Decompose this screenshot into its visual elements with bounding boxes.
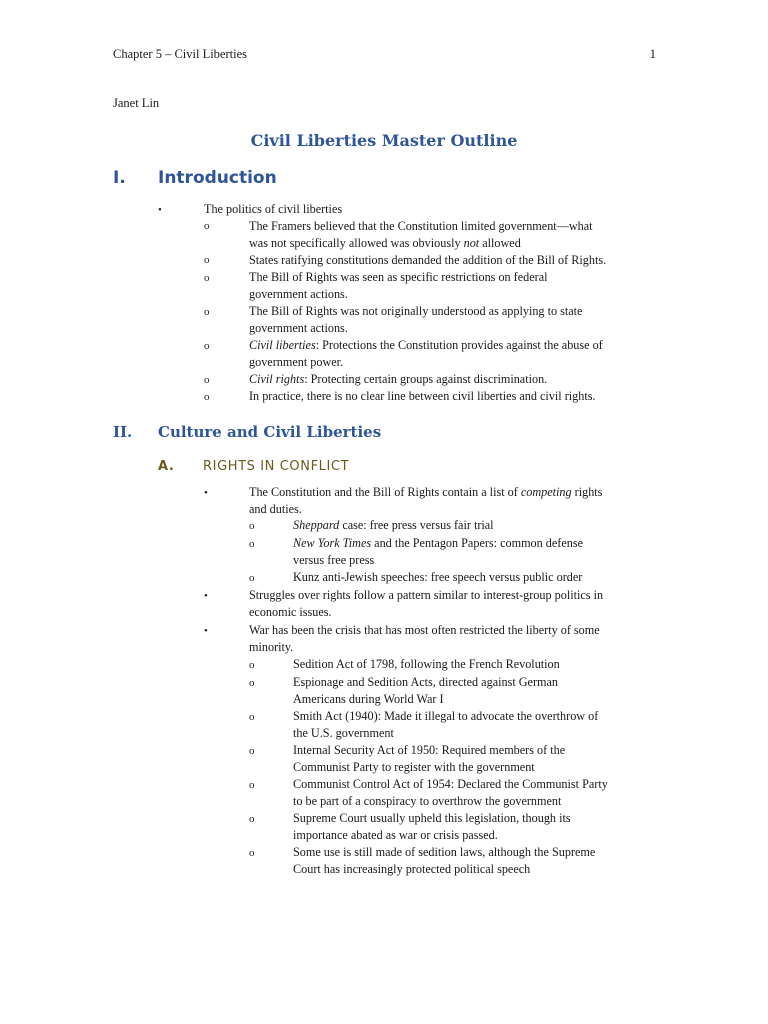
list-item-continued: government power.: [249, 355, 344, 369]
list-item-continued: and duties.: [249, 502, 302, 516]
sub-bullet-marker: o: [249, 572, 255, 584]
sub-bullet-marker: o: [204, 254, 210, 266]
list-item: War has been the crisis that has most often restricted the liberty of some: [249, 623, 600, 637]
sub-bullet-marker: o: [204, 391, 210, 403]
list-item: The politics of civil liberties: [204, 202, 343, 216]
list-item: Smith Act (1940): Made it illegal to advocate the overthrow of: [293, 709, 599, 723]
list-item: Struggles over rights follow a pattern similar to interest-group politics in: [249, 588, 604, 602]
sub-bullet-marker: o: [204, 374, 210, 386]
subsection-title: RIGHTS IN CONFLICT: [203, 459, 350, 474]
list-item-continued: to be part of a conspiracy to overthrow the government: [293, 794, 562, 808]
list-item-continued: government actions.: [249, 321, 348, 335]
list-item: Civil liberties: Protections the Constitution provides against the abuse of: [249, 338, 603, 352]
section-numeral: I.: [113, 168, 126, 188]
list-item: Some use is still made of sedition laws, although the Supreme: [293, 845, 596, 859]
list-item-continued: was not specifically allowed was obviously not allowed: [249, 236, 521, 250]
list-item: Communist Control Act of 1954: Declared the Communist Party: [293, 777, 608, 791]
list-item: The Bill of Rights was not originally understood as applying to state: [249, 304, 583, 318]
list-item: Civil rights: Protecting certain groups against discrimination.: [249, 372, 548, 386]
list-item-continued: government actions.: [249, 287, 348, 301]
list-item: Kunz anti-Jewish speeches: free speech versus public order: [293, 570, 583, 584]
list-item-continued: Americans during World War I: [293, 692, 444, 706]
section-heading-introduction: [113, 170, 277, 187]
section-title: Culture and Civil Liberties: [158, 423, 382, 441]
list-item: The Framers believed that the Constitution limited government—what: [249, 219, 593, 233]
subsection-letter: A.: [158, 459, 175, 474]
list-item: In practice, there is no clear line between civil liberties and civil rights.: [249, 389, 596, 403]
sub-bullet-marker: o: [249, 659, 255, 671]
section-title: Introduction: [158, 168, 277, 188]
author-name: Janet Lin: [113, 96, 160, 110]
subsection-heading-rights-in-conflict: [158, 458, 349, 475]
document-title: Civil Liberties Master Outline: [250, 131, 518, 150]
sub-bullet-marker: o: [249, 847, 255, 859]
bullet-marker: •: [204, 590, 208, 602]
list-item: Internal Security Act of 1950: Required members of the: [293, 743, 566, 757]
list-item-continued: Court has increasingly protected political speech: [293, 862, 531, 876]
list-item: Espionage and Sedition Acts, directed against German: [293, 675, 559, 689]
list-item-continued: the U.S. government: [293, 726, 394, 740]
sub-bullet-marker: o: [249, 779, 255, 791]
list-item: The Constitution and the Bill of Rights contain a list of competing rights: [249, 485, 603, 499]
section-heading-culture: [113, 424, 381, 441]
list-item: Sheppard case: free press versus fair trial: [293, 518, 494, 532]
bullet-marker: •: [204, 487, 208, 499]
page-number: 1: [649, 47, 656, 61]
list-item: New York Times and the Pentagon Papers: common defense: [293, 536, 583, 550]
sub-bullet-marker: o: [249, 711, 255, 723]
sub-bullet-marker: o: [249, 520, 255, 532]
sub-bullet-marker: o: [204, 306, 210, 318]
page-header: [113, 46, 656, 63]
list-item-continued: minority.: [249, 640, 294, 654]
list-item: The Bill of Rights was seen as specific restrictions on federal: [249, 270, 548, 284]
sub-bullet-marker: o: [249, 745, 255, 757]
list-item-continued: versus free press: [293, 553, 375, 567]
list-item-continued: importance abated as war or crisis passed.: [293, 828, 498, 842]
list-item: States ratifying constitutions demanded the addition of the Bill of Rights.: [249, 253, 607, 267]
list-item-continued: Communist Party to register with the government: [293, 760, 535, 774]
section-numeral: II.: [113, 423, 133, 441]
list-item-continued: economic issues.: [249, 605, 332, 619]
list-item: Supreme Court usually upheld this legislation, though its: [293, 811, 571, 825]
sub-bullet-marker: o: [204, 340, 210, 352]
sub-bullet-marker: o: [204, 220, 210, 232]
chapter-header: Chapter 5 – Civil Liberties: [113, 47, 248, 61]
list-item: Sedition Act of 1798, following the French Revolution: [293, 657, 560, 671]
sub-bullet-marker: o: [249, 813, 255, 825]
sub-bullet-marker: o: [204, 272, 210, 284]
sub-bullet-marker: o: [249, 538, 255, 550]
bullet-marker: •: [204, 625, 208, 637]
sub-bullet-marker: o: [249, 677, 255, 689]
bullet-marker: •: [158, 204, 162, 216]
